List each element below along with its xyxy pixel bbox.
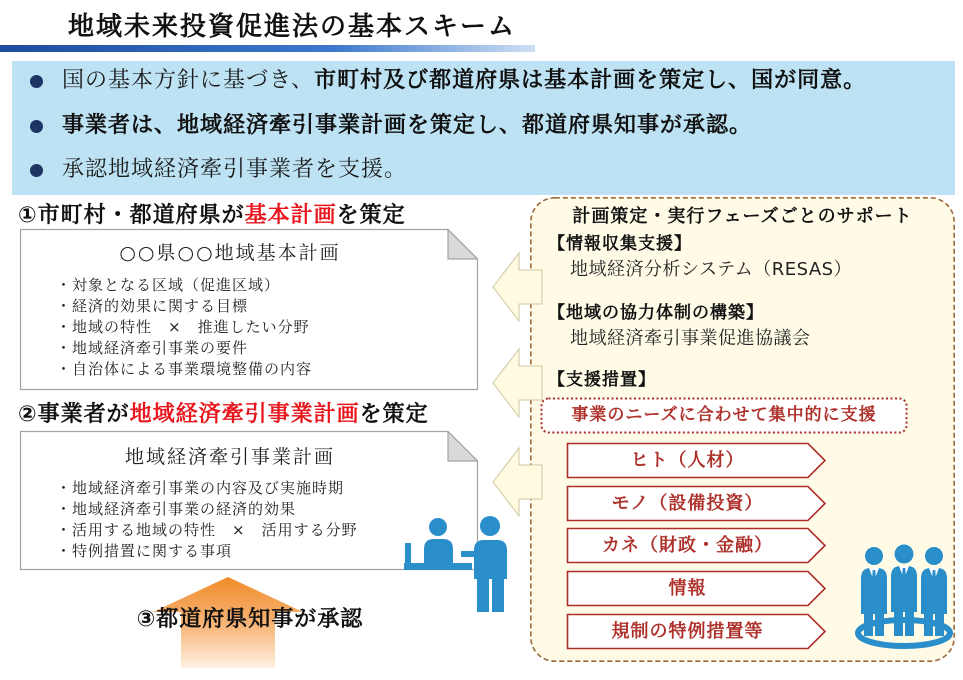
step1-heading — [18, 202, 406, 230]
standing-person-head — [480, 516, 500, 536]
summary-bullet-emphasis: 市町村及び都道府県は基本計画を策定し、国が同意。 — [314, 68, 867, 93]
business-plan-title: 地域経済牽引事業計画 — [124, 446, 335, 468]
person-leg — [905, 610, 914, 636]
basic-plan-items — [56, 275, 312, 380]
basic-plan-item: ・地域の特性 × 推進したい分野 — [56, 318, 310, 336]
step1-heading-suffix: を策定 — [336, 203, 406, 228]
support-category-body: 地域経済分析システム（RESAS） — [570, 259, 853, 280]
basic-plan-item: ・経済的効果に関する目標 — [56, 297, 249, 315]
measure-label: カネ（財政・金融） — [602, 535, 773, 556]
folded-corner — [448, 432, 478, 462]
person-head — [925, 547, 943, 565]
standing-person-leg — [492, 577, 504, 612]
support-category-heading: 【支援措置】 — [548, 370, 656, 390]
business-plan-item: ・地域経済牽引事業の経済的効果 — [56, 500, 297, 518]
step2-heading — [18, 401, 429, 429]
standing-person-leg — [477, 577, 489, 612]
support-category-heading: 【情報収集支援】 — [548, 234, 692, 254]
slide-title: 地域未来投資促進法の基本スキーム — [68, 12, 517, 42]
step1-heading-prefix: ①市町村・都道府県が — [18, 203, 245, 228]
support-callout-text: 事業のニーズに合わせて集中的に支援 — [571, 405, 877, 425]
basic-plan-item: ・自治体による事業環境整備の内容 — [56, 360, 313, 378]
summary-bullet-text: 承認地域経済牽引事業者を支援。 — [62, 157, 408, 182]
step3-approval-label: ③都道府県知事が承認 — [136, 607, 364, 632]
chair-back — [405, 543, 411, 565]
basic-plan-item: ・対象となる区域（促進区域） — [56, 276, 281, 294]
support-category-heading: 【地域の協力体制の構築】 — [548, 303, 764, 323]
counter-desk — [404, 563, 472, 570]
step2-heading-prefix: ②事業者が — [18, 402, 130, 427]
measure-label: モノ（設備投資） — [611, 493, 764, 514]
person-leg — [864, 612, 873, 636]
measure-label: ヒト（人材） — [630, 450, 745, 471]
support-panel-title: 計画策定・実行フェーズごとのサポート — [572, 206, 913, 227]
step1-heading-highlight: 基本計画 — [244, 203, 337, 228]
measure-label: 規制の特例措置等 — [611, 621, 764, 642]
support-category-body: 地域経済牽引事業促進協議会 — [570, 328, 811, 349]
person-leg — [875, 612, 884, 636]
business-plan-item: ・活用する地域の特性 × 活用する分野 — [56, 521, 358, 539]
step2-heading-suffix: を策定 — [359, 402, 429, 427]
summary-bullet-text: 国の基本方針に基づき、 — [62, 68, 315, 93]
person-leg — [924, 612, 933, 636]
step2-heading-highlight: 地域経済牽引事業計画 — [129, 402, 360, 427]
summary-bullet-emphasis: 事業者は、地域経済牽引事業計画を策定し、都道府県知事が承認。 — [62, 113, 753, 138]
business-plan-items — [56, 478, 358, 562]
seated-person-head — [429, 518, 447, 536]
standing-person-body — [474, 540, 507, 579]
seated-person-body — [424, 539, 453, 563]
business-plan-item: ・地域経済牽引事業の内容及び実施時期 — [56, 479, 345, 497]
person-head — [895, 545, 914, 564]
measure-label: 情報 — [668, 578, 707, 599]
standing-person-arm — [461, 551, 476, 557]
basic-plan-item: ・地域経済牽引事業の要件 — [56, 339, 249, 357]
person-head — [865, 547, 883, 565]
folded-corner — [448, 230, 478, 260]
business-plan-item: ・特例措置に関する事項 — [56, 542, 233, 560]
person-leg — [894, 610, 903, 636]
basic-plan-title: ○○県○○地域基本計画 — [119, 242, 341, 264]
person-leg — [935, 612, 944, 636]
